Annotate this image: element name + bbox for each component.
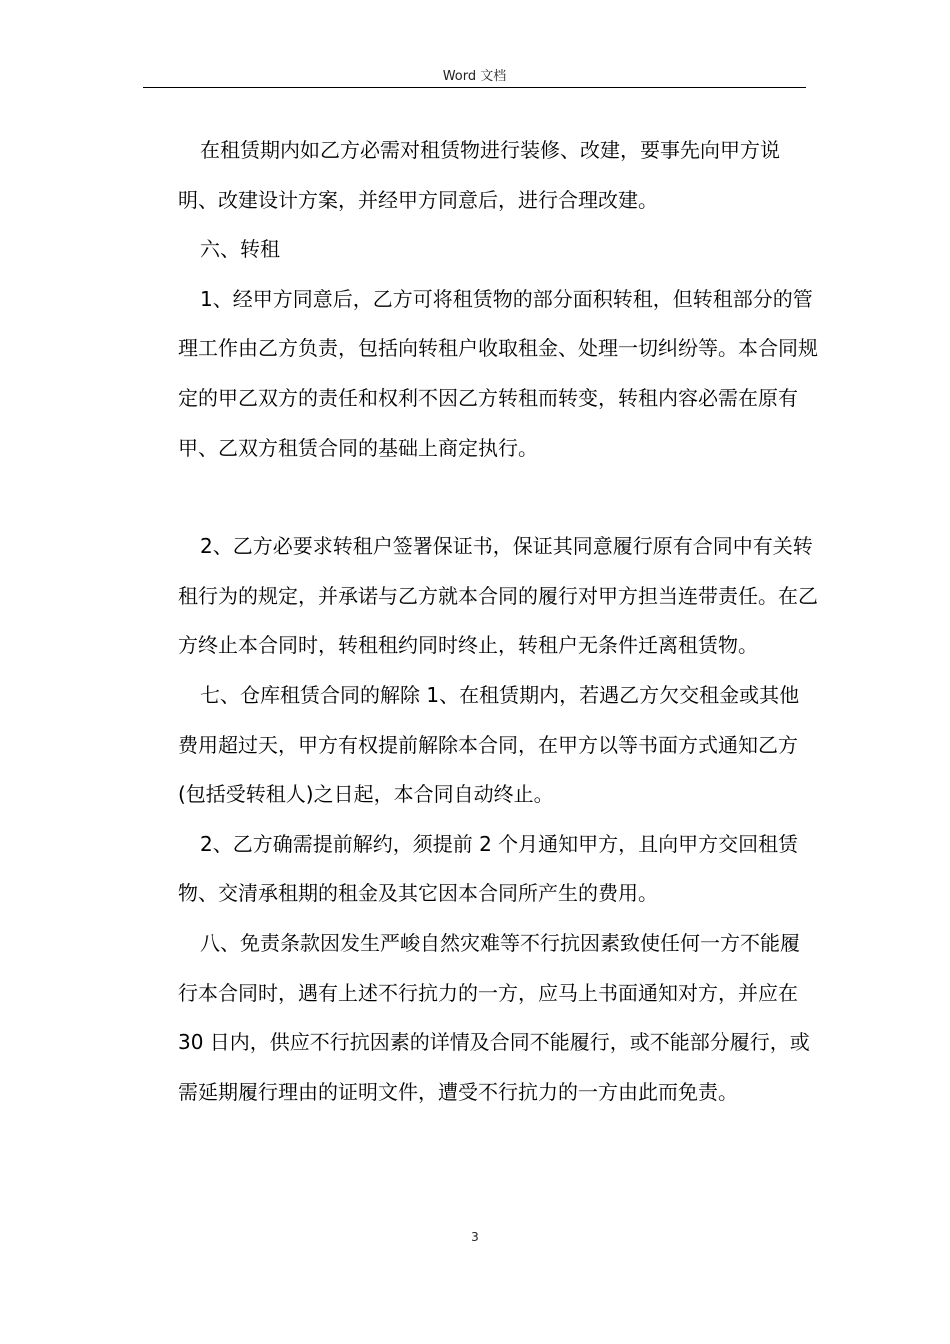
section-heading-sublease: 六、转租 — [200, 237, 280, 262]
header-rule — [143, 87, 806, 88]
paragraph-termination-2: 2、乙方确需提前解约，须提前 2 个月通知甲方，且向甲方交回租赁物、交清承租期的租金及其它因本合同所产生的费用。 — [178, 831, 799, 906]
paragraph-sublease-2: 2、乙方必要求转租户签署保证书，保证其同意履行原有合同中有关转租行为的规定，并承诺与乙方就本合同的履行对甲方担当连带责任。在乙方终止本合同时，转租租约同时终止，转租户无条件迁离租赁物。 — [178, 534, 818, 658]
paragraph-termination-1: 七、仓库租赁合同的解除 1、在租赁期内，若遇乙方欠交租金或其他费用超过天，甲方有权提前解除本合同，在甲方以等书面方式通知乙方(包括受转租人)之日起，本合同自动终止。 — [178, 682, 800, 807]
document-body — [178, 126, 818, 1117]
page-number: 3 — [471, 1230, 479, 1244]
document-header: Word 文档 — [442, 69, 507, 84]
paragraph-sublease-1: 1、经甲方同意后，乙方可将租赁物的部分面积转租，但转租部分的管理工作由乙方负责，包括向转租户收取租金、处理一切纠纷等。本合同规定的甲乙双方的责任和权利不因乙方转租而转变，转租内容必需在原有甲、乙双方租赁合同的基础上商定执行。 — [178, 286, 818, 460]
paragraph-renovation: 在租赁期内如乙方必需对租赁物进行装修、改建，要事先向甲方说明、改建设计方案，并经甲方同意后，进行合理改建。 — [178, 138, 780, 212]
paragraph-force-majeure: 八、免责条款因发生严峻自然灾难等不行抗因素致使任何一方不能履行本合同时，遇有上述不行抗力的一方，应马上书面通知对方，并应在 30 日内，供应不行抗因素的详情及合同不能履行，或不能部分履行，或需延期履行理由的证明文件，遭受不行抗力的一方由此而免责。 — [178, 930, 810, 1104]
